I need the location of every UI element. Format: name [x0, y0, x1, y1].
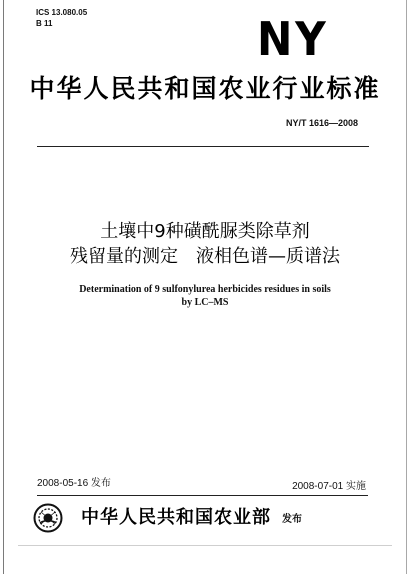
- top-divider: [37, 146, 369, 147]
- issue-date: 2008-05-16 发布: [37, 478, 111, 489]
- document-title-cn-line-1: 土壤中9种磺酰脲类除草剂: [100, 221, 310, 242]
- document-title-en-line-2: by LC–MS: [181, 297, 229, 308]
- standard-number: NY/T 1616—2008: [285, 118, 358, 128]
- ny-logo: NY: [257, 12, 329, 66]
- scan-fold-line: [18, 545, 392, 546]
- ministry-emblem-icon: [33, 503, 63, 533]
- document-title-en-line-1: Determination of 9 sulfonylurea herbicides residues in soils: [79, 284, 331, 295]
- ics-code: ICS 13.080.05: [36, 8, 88, 17]
- implementation-date: 2008-07-01 实施: [292, 481, 366, 492]
- scan-edge-right: [406, 0, 407, 574]
- document-title-cn-line-2: 残留量的测定 液相色谱—质谱法: [70, 246, 340, 267]
- bottom-divider: [37, 495, 368, 496]
- publish-label: 发布: [282, 514, 302, 525]
- standard-title: 中华人民共和国农业行业标准: [29, 74, 381, 103]
- publisher-name: 中华人民共和国农业部: [81, 507, 271, 528]
- scan-edge-left: [3, 0, 4, 574]
- classification-code: B 11: [36, 19, 53, 28]
